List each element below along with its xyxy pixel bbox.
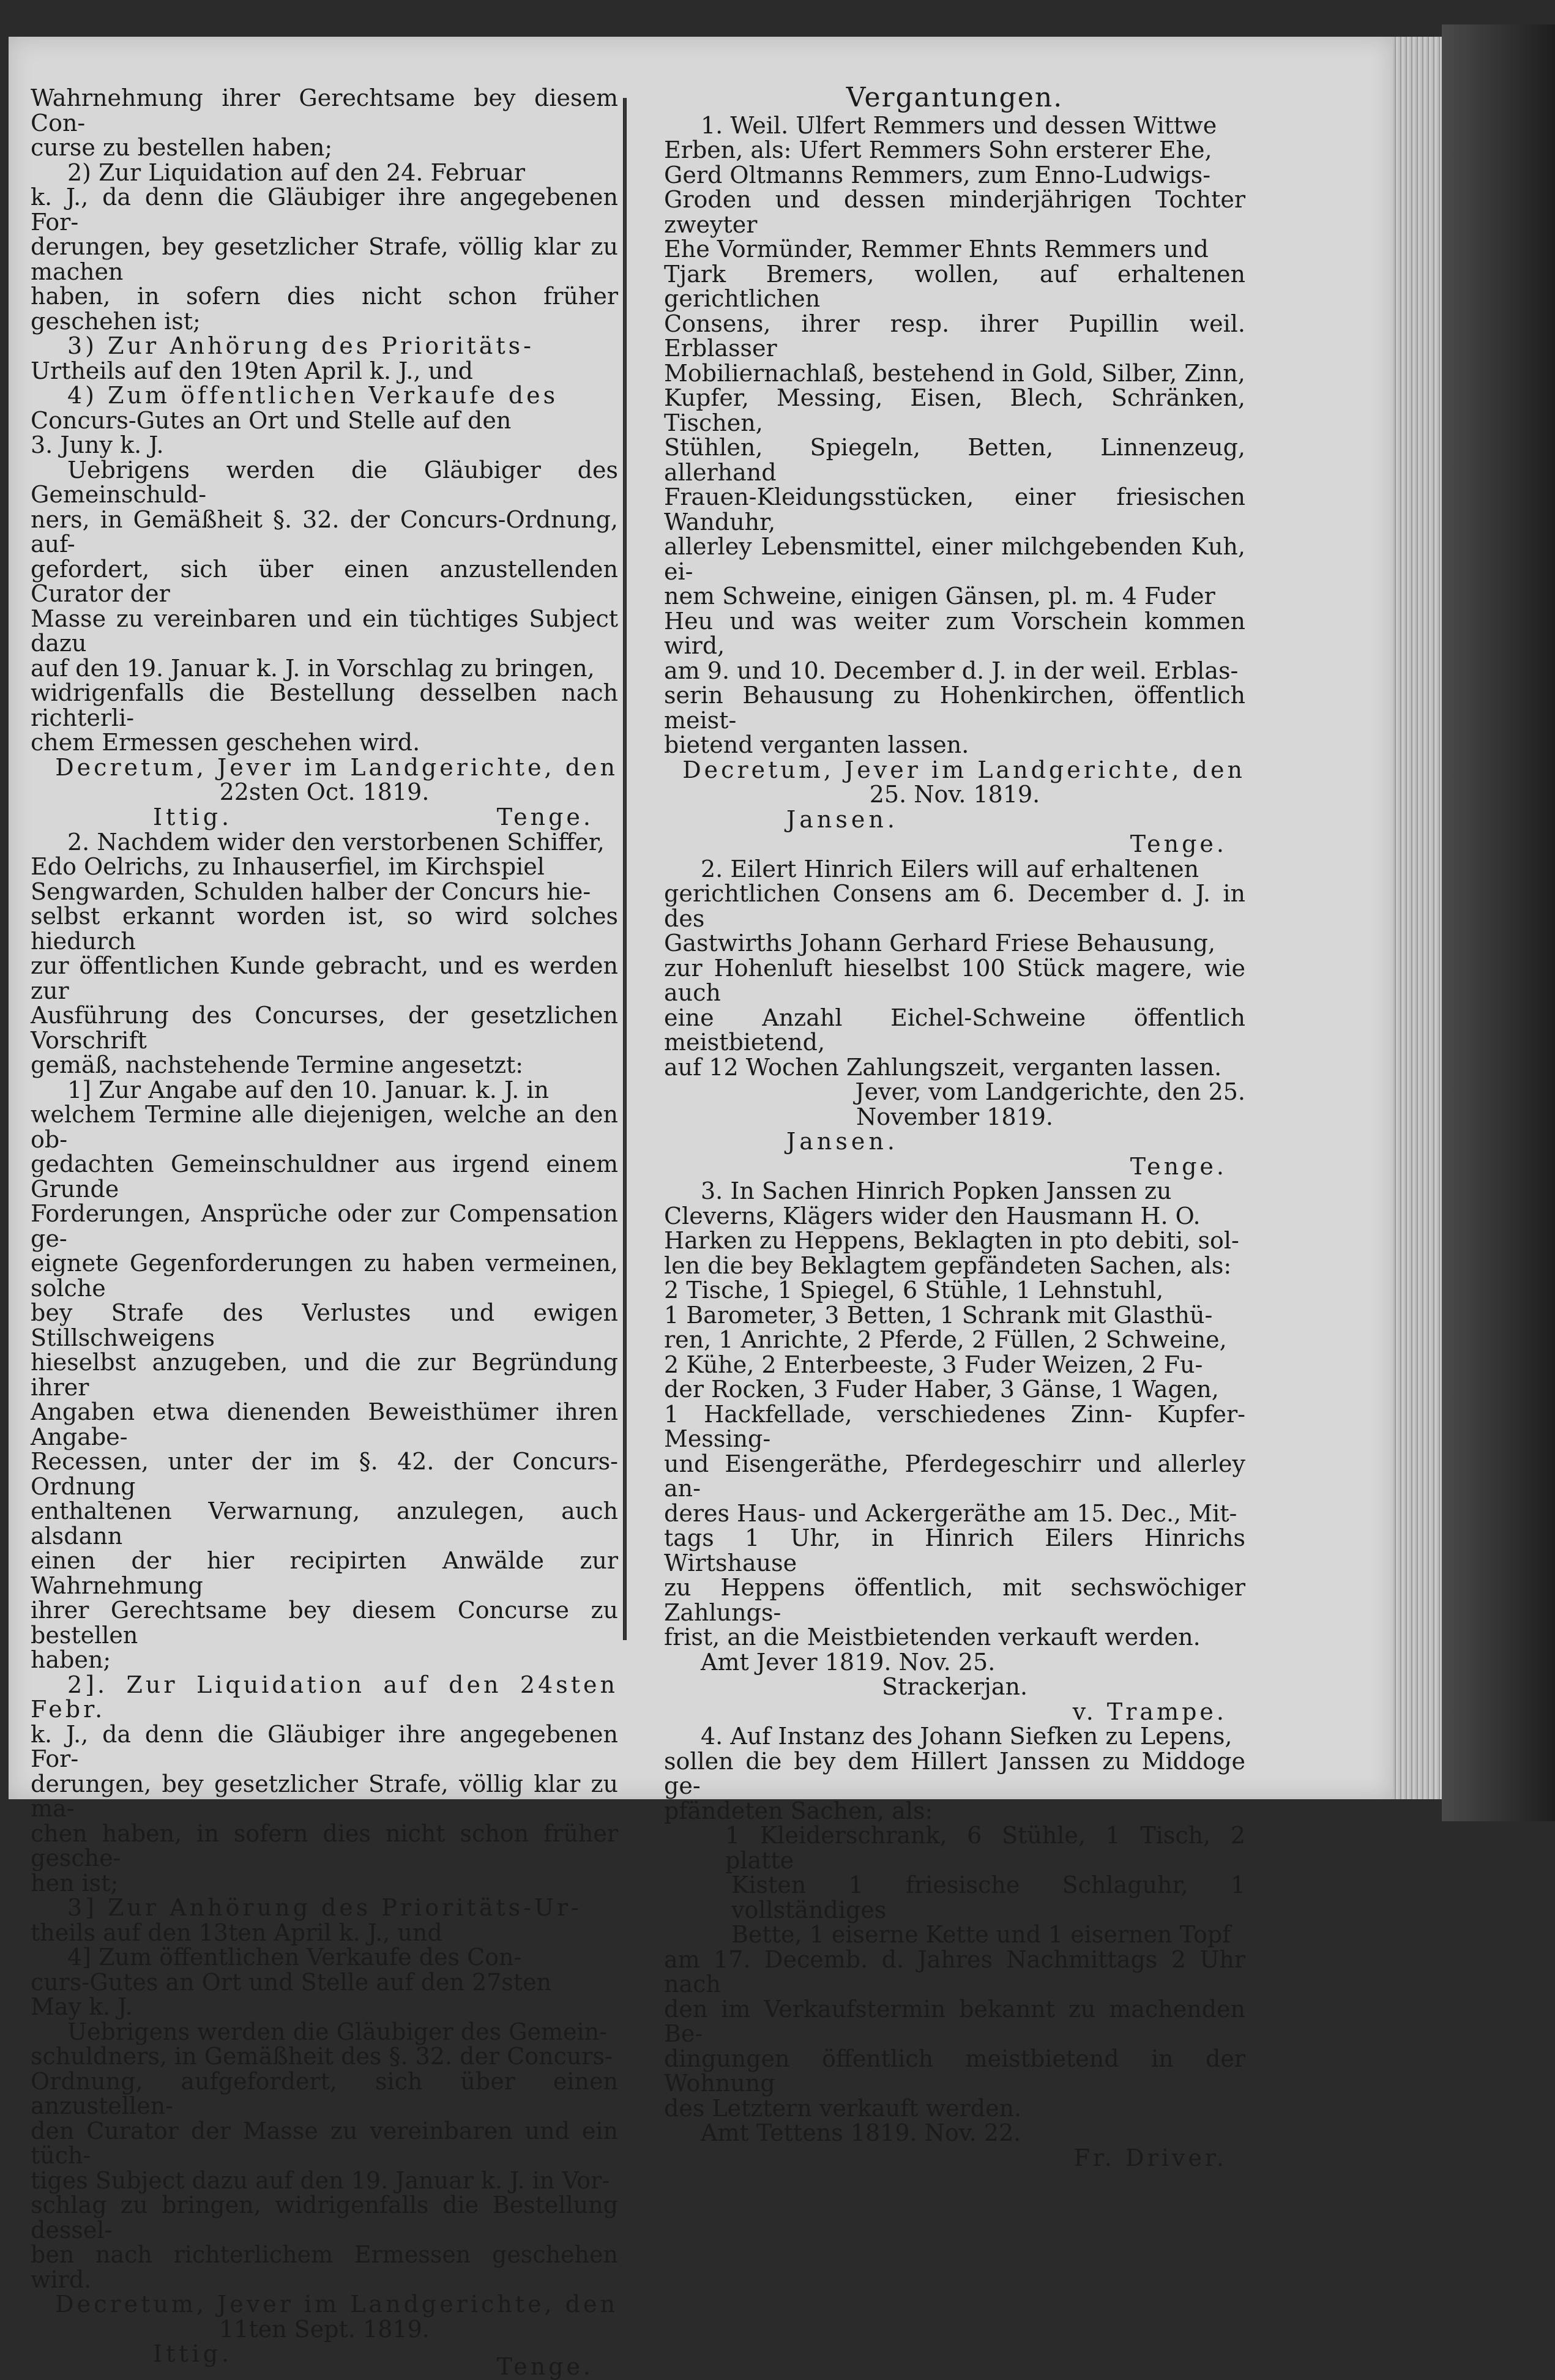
decree-date: 22sten Oct. 1819. bbox=[219, 778, 430, 805]
text-line: ihrer Gerechtsame bey diesem Concurse zu bestellen bbox=[31, 1597, 618, 1649]
text-line: auf 12 Wochen Zahlungszeit, verganten lassen. bbox=[664, 1053, 1222, 1081]
binding-shadow bbox=[1442, 24, 1555, 1821]
decree-line: Decretum, Jever im Landgerichte, den bbox=[55, 753, 618, 781]
text-line: Uebrigens werden die Gläubiger des Gemeinschuld- bbox=[31, 456, 618, 508]
text-line: Erben, als: Ufert Remmers Sohn ersterer Ehe, bbox=[664, 136, 1212, 163]
text-line: chem Ermessen geschehen wird. bbox=[31, 729, 420, 756]
decree-line: Decretum, Jever im Landgerichte, den bbox=[682, 756, 1245, 783]
decree-date: November 1819. bbox=[856, 1103, 1053, 1130]
text-line: len die bey Beklagtem gepfändeten Sachen, als: bbox=[664, 1252, 1232, 1279]
text-line: k. J., da denn die Gläubiger ihre angegebenen For- bbox=[31, 1720, 618, 1772]
text-line: einen der hier recipirten Anwälde zur Wahrnehmung bbox=[31, 1547, 618, 1599]
text-line: curse zu bestellen haben; bbox=[31, 134, 333, 161]
text-line: tiges Subject dazu auf den 19. Januar k. J. in Vor- bbox=[31, 2166, 610, 2194]
decree-date: 11ten Sept. 1819. bbox=[219, 2315, 430, 2343]
text-line: 4] Zum öffentlichen Verkaufe des Con- bbox=[67, 1944, 522, 1971]
text-line: haben; bbox=[31, 1646, 111, 1673]
text-line: 1] Zur Angabe auf den 10. Januar. k. J. in bbox=[67, 1076, 550, 1103]
text-line: am 17. Decemb. d. Jahres Nachmittags 2 Uhr nach bbox=[664, 1945, 1245, 1998]
text-line: Masse zu vereinbaren und ein tüchtiges Subject dazu bbox=[31, 605, 618, 657]
text-line: 3. In Sachen Hinrich Popken Janssen zu bbox=[701, 1177, 1172, 1204]
text-line: 3) Zur Anhörung des Prioritäts- bbox=[67, 332, 534, 359]
left-column bbox=[31, 86, 618, 2379]
text-line: Groden und dessen minderjährigen Tochter zweyter bbox=[664, 186, 1245, 238]
text-line: 4. Auf Instanz des Johann Siefken zu Lepens, bbox=[701, 1723, 1232, 1750]
text-line: 2 Tische, 1 Spiegel, 6 Stühle, 1 Lehnstuhl, bbox=[664, 1277, 1164, 1304]
signature-jansen: Jansen. bbox=[786, 805, 898, 833]
signature-tenge: Tenge. bbox=[496, 2352, 594, 2380]
text-line: 1 Hackfellade, verschiedenes Zinn- Kupfer- Messing- bbox=[664, 1400, 1245, 1452]
decree-line: Jever, vom Landgerichte, den 25. bbox=[855, 1078, 1245, 1105]
text-line: chen haben, in sofern dies nicht schon früher gesche- bbox=[31, 1819, 618, 1871]
list-line: Bette, 1 eiserne Kette und 1 eisernen Topf bbox=[731, 1921, 1231, 1948]
list-line: 1 Kleiderschrank, 6 Stühle, 1 Tisch, 2 platte bbox=[725, 1822, 1245, 1874]
text-line: zu Heppens öffentlich, mit sechswöchiger Zahlungs- bbox=[664, 1574, 1245, 1626]
text-line: am 9. und 10. December d. J. in der weil. Erblas- bbox=[664, 657, 1239, 684]
text-line: eignete Gegenforderungen zu haben vermeinen, solche bbox=[31, 1250, 618, 1302]
text-line: hieselbst anzugeben, und die zur Begründung ihrer bbox=[31, 1349, 618, 1401]
text-line: gemäß, nachstehende Termine angesetzt: bbox=[31, 1051, 524, 1078]
section-heading: Vergantungen. bbox=[846, 82, 1064, 113]
text-line: bey Strafe des Verlustes und ewigen Stillschweigens bbox=[31, 1299, 618, 1351]
signature-ittig: Ittig. bbox=[153, 803, 233, 830]
text-line: ren, 1 Anrichte, 2 Pferde, 2 Füllen, 2 Schweine, bbox=[664, 1326, 1227, 1353]
text-line: 2) Zur Liquidation auf den 24. Februar bbox=[67, 159, 526, 186]
right-column bbox=[664, 82, 1245, 2171]
text-line: haben, in sofern dies nicht schon früher geschehen ist; bbox=[31, 283, 618, 335]
text-line: selbst erkannt worden ist, so wird solches hiedurch bbox=[31, 903, 618, 955]
text-line: den im Verkaufstermin bekannt zu machenden Be- bbox=[664, 1995, 1245, 2047]
text-line: k. J., da denn die Gläubiger ihre angegebenen For- bbox=[31, 184, 618, 236]
text-line: bietend verganten lassen. bbox=[664, 731, 969, 758]
text-line: Cleverns, Klägers wider den Hausmann H. O. bbox=[664, 1202, 1201, 1229]
decree-date: 25. Nov. 1819. bbox=[869, 781, 1040, 808]
text-line: Gerd Oltmanns Remmers, zum Enno-Ludwigs- bbox=[664, 161, 1211, 188]
text-line: welchem Termine alle diejenigen, welche an den ob- bbox=[31, 1101, 618, 1153]
text-line: curs-Gutes an Ort und Stelle auf den 27sten bbox=[31, 1968, 552, 1996]
text-line: Wahrnehmung ihrer Gerechtsame bey diesem Con- bbox=[31, 84, 618, 136]
text-line: Harken zu Heppens, Beklagten in pto debiti, sol- bbox=[664, 1227, 1239, 1254]
text-line: 2 Kühe, 2 Enterbeeste, 3 Fuder Weizen, 2 Fu- bbox=[664, 1351, 1203, 1378]
text-line: Ordnung, aufgefordert, sich über einen anzustellen- bbox=[31, 2067, 618, 2119]
text-line: Consens, ihrer resp. ihrer Pupillin weil. Erblasser bbox=[664, 310, 1245, 362]
text-line: ners, in Gemäßheit §. 32. der Concurs-Ordnung, auf- bbox=[31, 505, 618, 558]
list-line: Kisten 1 friesische Schlaguhr, 1 vollständiges bbox=[731, 1871, 1245, 1923]
text-line: serin Behausung zu Hohenkirchen, öffentlich meist- bbox=[664, 682, 1245, 734]
decree-line: Amt Tettens 1819. Nov. 22. bbox=[701, 2119, 1021, 2146]
text-line: Forderungen, Ansprüche oder zur Compensation ge- bbox=[31, 1200, 618, 1252]
text-line: gefordert, sich über einen anzustellenden Curator der bbox=[31, 555, 618, 607]
text-line: schuldners, in Gemäßheit des §. 32. der Concurs- bbox=[31, 2043, 613, 2070]
signature-driver: Fr. Driver. bbox=[1073, 2144, 1227, 2171]
text-line: Ausführung des Concurses, der gesetzlichen Vorschrift bbox=[31, 1002, 618, 1054]
text-line: schlag zu bringen, widrigenfalls die Bestellung dessel- bbox=[31, 2192, 618, 2244]
signature-tenge: Tenge. bbox=[1130, 1152, 1227, 1180]
text-line: nem Schweine, einigen Gänsen, pl. m. 4 Fuder bbox=[664, 583, 1215, 610]
text-line: 2]. Zur Liquidation auf den 24sten Febr. bbox=[31, 1671, 618, 1723]
text-line: pfändeten Sachen, als: bbox=[664, 1797, 933, 1824]
text-line: ben nach richterlichem Ermessen geschehen wird. bbox=[31, 2241, 618, 2293]
text-line: theils auf den 13ten April k. J., und bbox=[31, 1919, 442, 1946]
text-line: Ehe Vormünder, Remmer Ehnts Remmers und bbox=[664, 236, 1209, 263]
text-line: Stühlen, Spiegeln, Betten, Linnenzeug, allerhand bbox=[664, 434, 1245, 486]
text-line: der Rocken, 3 Fuder Haber, 3 Gänse, 1 Wagen, bbox=[664, 1376, 1219, 1403]
column-divider bbox=[623, 98, 627, 1640]
text-line: und Eisengeräthe, Pferdegeschirr und allerley an- bbox=[664, 1450, 1245, 1502]
text-line: gerichtlichen Consens am 6. December d. J. in des bbox=[664, 880, 1245, 932]
text-line: hen ist; bbox=[31, 1869, 119, 1897]
text-line: 3. Juny k. J. bbox=[31, 431, 164, 458]
decree-line: Amt Jever 1819. Nov. 25. bbox=[701, 1648, 996, 1676]
text-line: zur öffentlichen Kunde gebracht, und es werden zur bbox=[31, 952, 618, 1004]
text-line: eine Anzahl Eichel-Schweine öffentlich meistbietend, bbox=[664, 1004, 1245, 1056]
text-line: May k. J. bbox=[31, 1993, 133, 2020]
text-line: widrigenfalls die Bestellung desselben nach richterli- bbox=[31, 679, 618, 731]
text-line: enthaltenen Verwarnung, anzulegen, auch alsdann bbox=[31, 1498, 618, 1550]
text-line: Angaben etwa dienenden Beweisthümer ihren Angabe- bbox=[31, 1398, 618, 1450]
signature-trampe: v. Trampe. bbox=[1072, 1698, 1227, 1725]
signature-tenge: Tenge. bbox=[1130, 830, 1227, 857]
text-line: Edo Oelrichs, zu Inhauserfiel, im Kirchspiel bbox=[31, 853, 545, 880]
text-line: zur Hohenluft hieselbst 100 Stück magere, wie auch bbox=[664, 954, 1245, 1006]
text-line: auf den 19. Januar k. J. in Vorschlag zu bringen, bbox=[31, 654, 595, 682]
text-line: Urtheils auf den 19ten April k. J., und bbox=[31, 357, 473, 384]
text-line: derungen, bey gesetzlicher Strafe, völlig klar zu ma- bbox=[31, 1770, 618, 1822]
page-edges bbox=[1393, 37, 1442, 1799]
text-line: 4) Zum öffentlichen Verkaufe des bbox=[67, 382, 559, 409]
text-line: Tjark Bremers, wollen, auf erhaltenen gerichtlichen bbox=[664, 260, 1245, 312]
decree-line: Decretum, Jever im Landgerichte, den bbox=[55, 2291, 618, 2318]
text-line: allerley Lebensmittel, einer milchgebenden Kuh, ei- bbox=[664, 533, 1245, 585]
text-line: sollen die bey dem Hillert Janssen zu Middoge ge- bbox=[664, 1747, 1245, 1799]
text-line: deres Haus- und Ackergeräthe am 15. Dec., Mit- bbox=[664, 1499, 1237, 1527]
text-line: des Letztern verkauft werden. bbox=[664, 2094, 1022, 2122]
signature-ittig: Ittig. bbox=[153, 2340, 233, 2367]
text-line: gedachten Gemeinschuldner aus irgend einem Grunde bbox=[31, 1151, 618, 1203]
text-line: 1 Barometer, 3 Betten, 1 Schrank mit Glasthü- bbox=[664, 1301, 1213, 1329]
signature-jansen: Jansen. bbox=[786, 1128, 898, 1155]
text-line: Kupfer, Messing, Eisen, Blech, Schränken, Tischen, bbox=[664, 384, 1245, 436]
text-line: frist, an die Meistbietenden verkauft werden. bbox=[664, 1624, 1201, 1651]
text-line: tags 1 Uhr, in Hinrich Eilers Hinrichs Wirtshause bbox=[664, 1524, 1245, 1576]
text-line: Frauen-Kleidungsstücken, einer friesischen Wanduhr, bbox=[664, 483, 1245, 535]
text-line: Heu und was weiter zum Vorschein kommen wird, bbox=[664, 607, 1245, 659]
signature-tenge: Tenge. bbox=[496, 804, 594, 830]
text-line: Gastwirths Johann Gerhard Friese Behausung, bbox=[664, 930, 1216, 957]
text-line: Mobiliernachlaß, bestehend in Gold, Silber, Zinn, bbox=[664, 359, 1245, 387]
text-line: Recessen, unter der im §. 42. der Concurs-Ordnung bbox=[31, 1448, 618, 1500]
signature-strackerjan: Strackerjan. bbox=[881, 1673, 1028, 1700]
text-line: 3] Zur Anhörung des Prioritäts-Ur- bbox=[67, 1894, 583, 1921]
text-line: 1. Weil. Ulfert Remmers und dessen Wittwe bbox=[701, 111, 1217, 139]
text-line: Uebrigens werden die Gläubiger des Gemein- bbox=[67, 2018, 608, 2045]
text-line: derungen, bey gesetzlicher Strafe, völlig klar zu machen bbox=[31, 233, 618, 285]
text-line: 2. Eilert Hinrich Eilers will auf erhaltenen bbox=[701, 855, 1199, 882]
text-line: den Curator der Masse zu vereinbaren und ein tüch- bbox=[31, 2117, 618, 2169]
text-line: dingungen öffentlich meistbietend in der Wohnung bbox=[664, 2045, 1245, 2097]
text-line: 2. Nachdem wider den verstorbenen Schiffer, bbox=[67, 828, 605, 856]
text-line: Concurs-Gutes an Ort und Stelle auf den bbox=[31, 406, 512, 434]
text-line: Sengwarden, Schulden halber der Concurs hie- bbox=[31, 878, 591, 905]
